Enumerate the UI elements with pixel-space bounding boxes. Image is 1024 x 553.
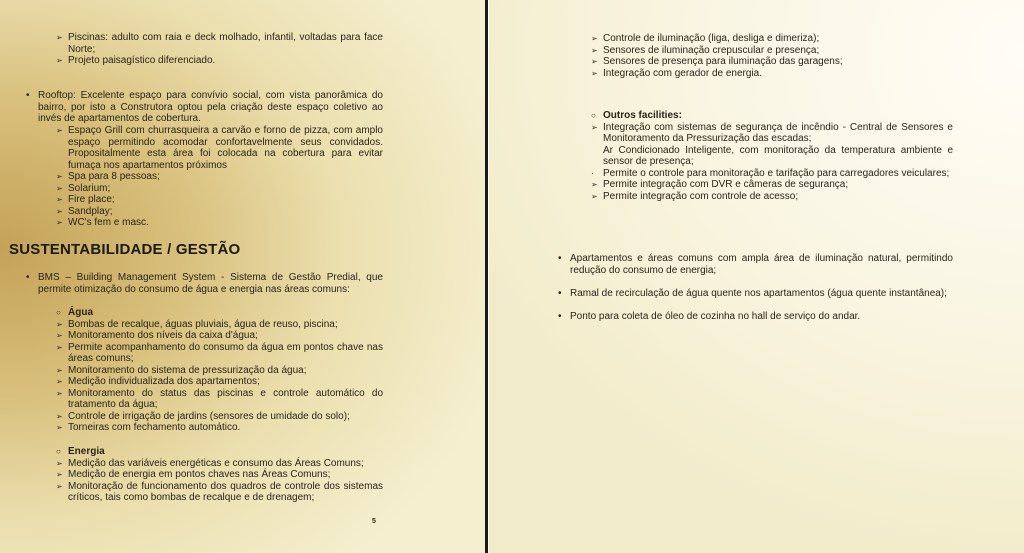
list-item — [56, 319, 383, 331]
arrow-bullet-icon: ➢ — [591, 180, 598, 189]
item-text: Medição individualizada dos apartamentos; — [68, 376, 260, 387]
arrow-bullet-icon: ➢ — [591, 45, 598, 55]
list-item — [56, 55, 383, 67]
arrow-bullet-icon: ➢ — [56, 331, 63, 340]
arrow-bullet-icon: ➢ — [591, 57, 598, 66]
arrow-bullet-icon: ➢ — [591, 191, 598, 201]
item-text: Sensores de presença para iluminação das garagens; — [603, 56, 843, 67]
list-item — [558, 311, 953, 323]
page-divider — [485, 0, 488, 553]
list-item — [591, 33, 953, 45]
section-heading: SUSTENTABILIDADE / GESTÃO — [9, 241, 241, 258]
list-item — [56, 388, 383, 411]
item-text: Spa para 8 pessoas; — [68, 171, 160, 182]
rooftop-bullet — [26, 90, 383, 125]
item-text: Ponto para coleta de óleo de cozinha no hall de serviço do andar. — [570, 310, 861, 322]
dot-bullet-icon: · — [591, 168, 594, 178]
item-text: Permite integração com controle de acesso; — [603, 190, 799, 202]
arrow-bullet-icon: ➢ — [56, 365, 63, 375]
arrow-bullet-icon: ➢ — [56, 481, 63, 491]
bullet-icon: • — [26, 90, 30, 101]
outros-list — [591, 110, 953, 202]
circle-bullet-icon: ○ — [56, 447, 61, 456]
circle-bullet-icon: ○ — [56, 308, 61, 317]
list-item — [591, 122, 953, 145]
subheading-energia — [56, 446, 383, 458]
arrow-bullet-icon: ➢ — [591, 122, 598, 132]
list-item — [56, 422, 383, 434]
item-text: Apartamentos e áreas comuns com ampla área de iluminação natural, permitindo redução do consumo de energia; — [570, 253, 953, 276]
list-item — [56, 376, 383, 388]
item-text: Piscinas: adulto com raia e deck molhado, infantil, voltadas para face Norte; — [68, 32, 383, 55]
item-text: Integração com sistemas de segurança de incêndio - Central de Sensores e Monitoramento da Pressurização das escadas; — [603, 121, 953, 144]
item-text: Projeto paisagístico diferenciado. — [68, 55, 216, 66]
list-item — [56, 194, 383, 206]
item-text: Bombas de recalque, águas pluviais, água de reuso, piscina; — [68, 318, 338, 330]
item-text: Monitoramento do status das piscinas e controle automático do tratamento da água; — [68, 387, 383, 410]
item-text: Monitoramento dos níveis da caixa d'água; — [68, 330, 258, 341]
item-text: Integração com gerador de energia. — [603, 67, 762, 79]
item-text: Solarium; — [68, 182, 111, 194]
circle-bullet-icon: ○ — [591, 111, 596, 120]
arrow-bullet-icon: ➢ — [56, 470, 63, 479]
list-item — [591, 56, 953, 68]
pool-list — [56, 32, 383, 67]
bullet-icon: • — [558, 287, 562, 299]
item-text: Sensores de iluminação crepuscular e presença; — [603, 44, 820, 56]
arrow-bullet-icon: ➢ — [56, 423, 63, 432]
agua-list — [56, 307, 383, 434]
item-text: Medição das variáveis energéticas e consumo das Áreas Comuns; — [68, 457, 364, 469]
subheading-text: Outros facilities: — [603, 110, 682, 121]
list-item — [56, 342, 383, 365]
item-text: Fire place; — [68, 194, 115, 205]
item-text: Permite o controle para monitoração e tarifação para carregadores veiculares; — [603, 167, 950, 179]
arrow-bullet-icon: ➢ — [56, 218, 63, 227]
arrow-bullet-icon: ➢ — [56, 33, 63, 42]
item-text: Monitoração de funcionamento dos quadros de controle dos sistemas críticos, tais como bombas de recalque e de drenagem; — [68, 480, 383, 503]
subheading-text: Água — [68, 307, 93, 318]
item-text: BMS – Building Management System - Sistema de Gestão Predial, que permite otimização do consumo de água e energia nas áreas comuns: — [38, 272, 383, 295]
list-item — [56, 469, 383, 481]
arrow-bullet-icon: ➢ — [56, 206, 63, 216]
list-item — [591, 145, 953, 168]
item-text: Rooftop: Excelente espaço para convívio social, com vista panorâmica do bairro, por isto a Construtora optou pela criação deste espaço coletivo ao invés de apartamentos de cobertura. — [38, 90, 383, 124]
list-item — [591, 179, 953, 191]
item-text: Controle de iluminação (liga, desliga e dimeriza); — [603, 33, 820, 44]
arrow-bullet-icon: ➢ — [56, 388, 63, 398]
list-item — [56, 411, 383, 423]
energia-list — [56, 446, 383, 504]
document-page-left — [0, 0, 487, 553]
item-text: Torneiras com fechamento automático. — [68, 422, 241, 433]
document-page-right — [489, 0, 1024, 553]
item-text: Permite acompanhamento do consumo da água em pontos chave nas áreas comuns; — [68, 341, 383, 364]
list-item — [56, 32, 383, 55]
page-number: 5 — [372, 518, 376, 525]
energia-continued-list — [591, 33, 953, 79]
list-item — [56, 458, 383, 470]
list-item — [558, 288, 953, 300]
list-item — [591, 168, 953, 180]
list-item — [591, 68, 953, 80]
item-text: Monitoramento do sistema de pressurização da água; — [68, 364, 307, 376]
arrow-bullet-icon: ➢ — [56, 377, 63, 386]
arrow-bullet-icon: ➢ — [56, 319, 63, 329]
item-text: Permite integração com DVR e câmeras de segurança; — [603, 179, 849, 190]
list-item — [56, 217, 383, 229]
right-bullets — [558, 253, 953, 322]
arrow-bullet-icon: ➢ — [56, 172, 63, 181]
item-text: Espaço Grill com churrasqueira a carvão e forno de pizza, com amplo espaço permitindo acomodar confortavelmente seus convidados. Propositalmente esta área foi colocada na cobertura para evitar fumaça nos apartamentos próximos — [68, 125, 383, 171]
list-item — [591, 45, 953, 57]
arrow-bullet-icon: ➢ — [591, 68, 598, 78]
list-item — [56, 365, 383, 377]
rooftop-list — [56, 125, 383, 229]
item-text: Controle de irrigação de jardins (sensores de umidade do solo); — [68, 410, 350, 422]
list-item — [56, 330, 383, 342]
bms-section — [26, 272, 383, 295]
arrow-bullet-icon: ➢ — [56, 411, 63, 421]
subheading-outros — [591, 110, 953, 122]
subheading-text: Energia — [68, 446, 105, 457]
arrow-bullet-icon: ➢ — [56, 195, 63, 204]
bullet-icon: • — [558, 310, 562, 322]
item-text: Ar Condicionado Inteligente, com monitoração da temperatura ambiente e sensor de presença; — [603, 144, 953, 167]
item-text: Sandplay; — [68, 205, 113, 217]
list-item — [56, 171, 383, 183]
bullet-icon: • — [26, 272, 30, 283]
arrow-bullet-icon: ➢ — [56, 458, 63, 468]
item-text: WC's fem e masc. — [68, 217, 149, 228]
bms-bullet — [26, 272, 383, 295]
list-item — [56, 125, 383, 171]
list-item — [56, 206, 383, 218]
list-item — [56, 481, 383, 504]
rooftop-section — [26, 90, 383, 125]
arrow-bullet-icon: ➢ — [591, 34, 598, 43]
bullet-icon: • — [558, 253, 562, 264]
item-text: Medição de energia em pontos chaves nas Áreas Comuns; — [68, 469, 331, 480]
list-item — [56, 183, 383, 195]
arrow-bullet-icon: ➢ — [56, 342, 63, 352]
list-item — [591, 191, 953, 203]
arrow-bullet-icon: ➢ — [56, 183, 63, 193]
arrow-bullet-icon: ➢ — [56, 126, 63, 135]
item-text: Ramal de recirculação de água quente nos apartamentos (água quente instantânea); — [570, 287, 947, 299]
list-item — [558, 253, 953, 276]
arrow-bullet-icon: ➢ — [56, 56, 63, 65]
subheading-agua — [56, 307, 383, 319]
